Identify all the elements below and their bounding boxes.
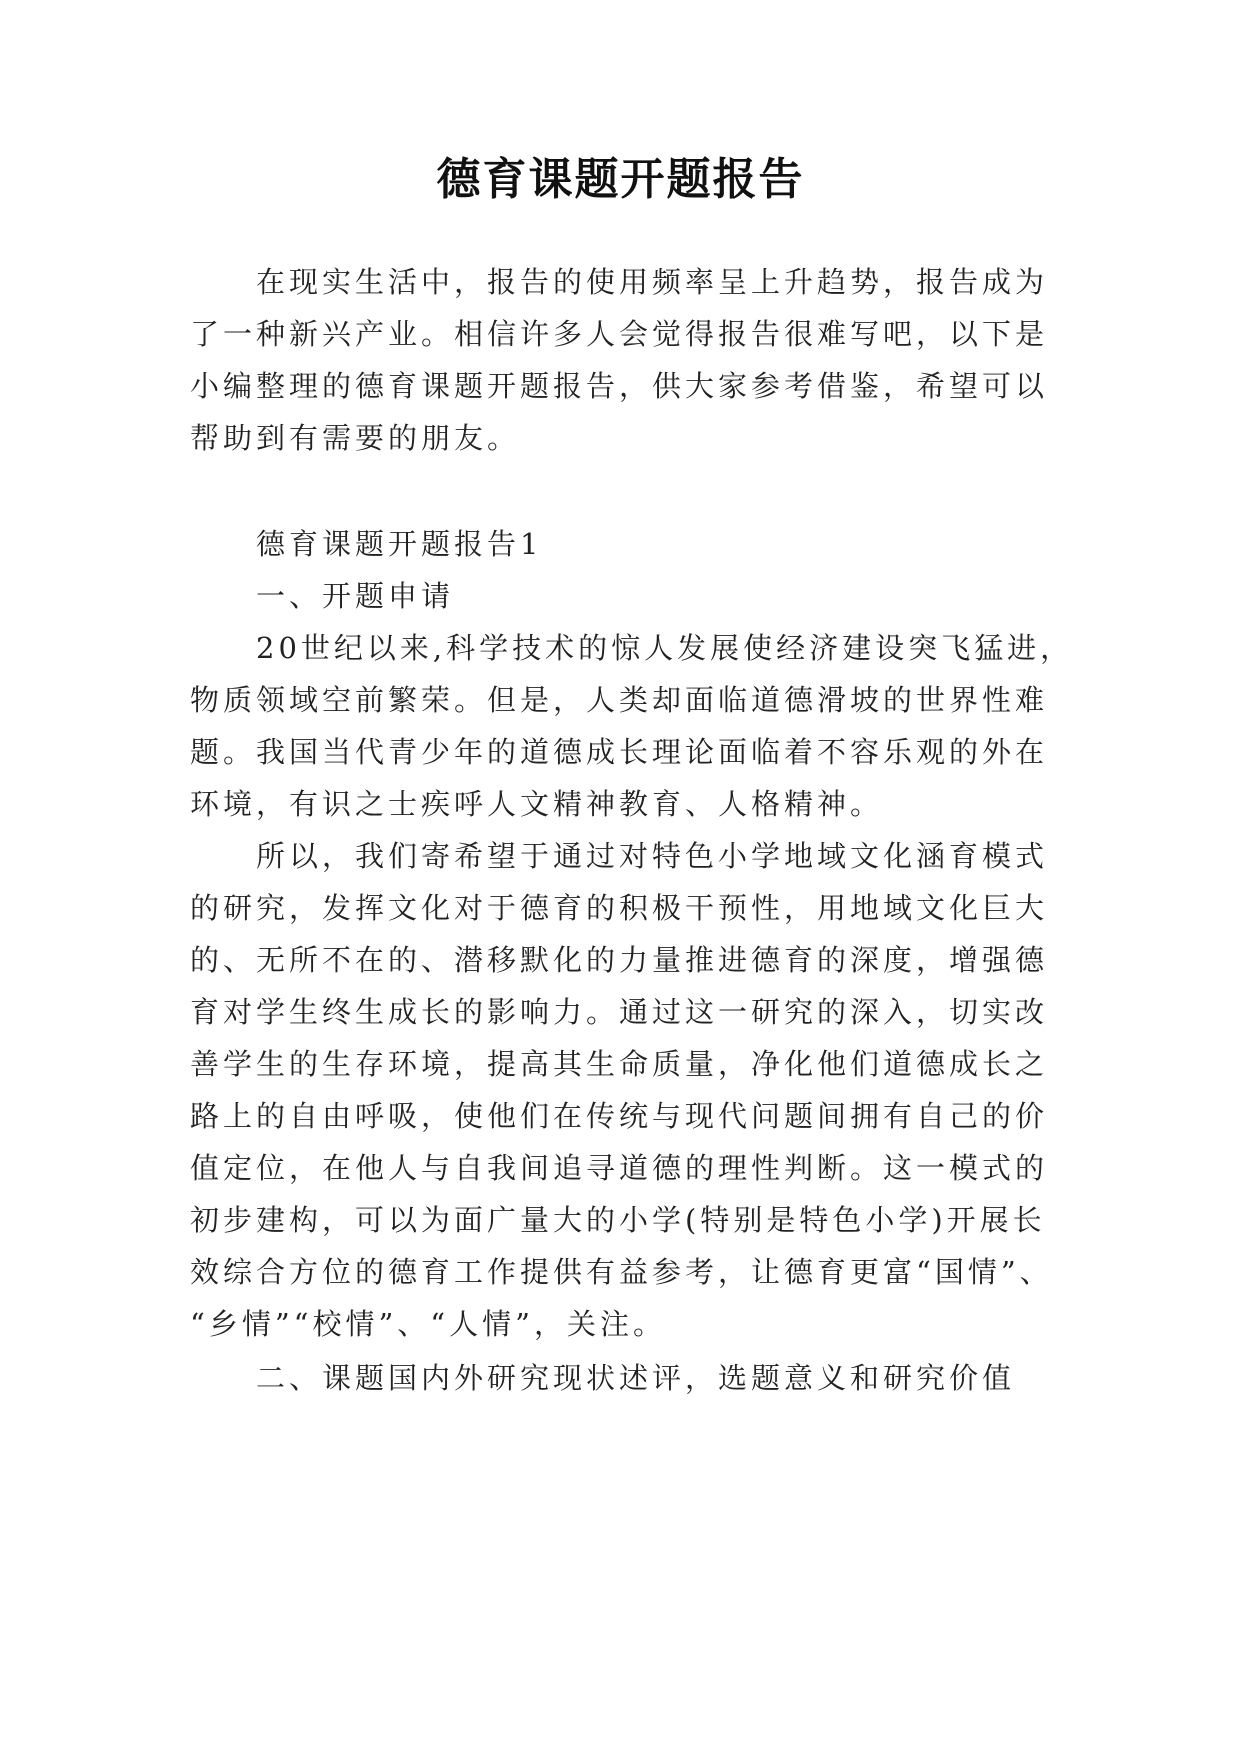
text-line: 路上的自由呼吸，使他们在传统与现代问题间拥有自己的价: [190, 1099, 1049, 1133]
text-line: 所以，我们寄希望于通过对特色小学地域文化涵育模式: [256, 839, 1049, 873]
text-line: “乡情”“校情”、“人情”，关注。: [190, 1307, 666, 1341]
text-line: 效综合方位的德育工作提供有益参考，让德育更富“国情”、: [190, 1255, 1053, 1289]
text-line: 物质领域空前繁荣。但是，人类却面临道德滑坡的世界性难: [190, 683, 1049, 717]
section-heading: 德育课题开题报告1: [256, 527, 543, 561]
text-line: 初步建构，可以为面广量大的小学(特别是特色小学)开展长: [190, 1203, 1046, 1237]
text-line: 20世纪以来,科学技术的惊人发展使经济建设突飞猛进，: [256, 631, 1074, 665]
text-line: 小编整理的德育课题开题报告，供大家参考借鉴，希望可以: [190, 369, 1049, 403]
part-heading: 二、课题国内外研究现状述评，选题意义和研究价值: [256, 1361, 1016, 1395]
document-title: 德育课题开题报告: [436, 154, 805, 205]
text-line: 环境，有识之士疾呼人文精神教育、人格精神。: [190, 787, 884, 821]
text-line: 在现实生活中，报告的使用频率呈上升趋势，报告成为: [256, 265, 1049, 299]
text-line: 育对学生终生成长的影响力。通过这一研究的深入，切实改: [190, 995, 1049, 1029]
part-heading: 一、开题申请: [256, 579, 455, 613]
text-line: 善学生的生存环境，提高其生命质量，净化他们道德成长之: [190, 1047, 1049, 1081]
text-line: 值定位，在他人与自我间追寻道德的理性判断。这一模式的: [190, 1151, 1049, 1185]
text-line: 的研究，发挥文化对于德育的积极干预性，用地域文化巨大: [190, 891, 1049, 925]
text-line: 的、无所不在的、潜移默化的力量推进德育的深度，增强德: [190, 943, 1049, 977]
text-line: 题。我国当代青少年的道德成长理论面临着不容乐观的外在: [190, 735, 1049, 769]
text-line: 了一种新兴产业。相信许多人会觉得报告很难写吧，以下是: [190, 317, 1049, 351]
text-line: 帮助到有需要的朋友。: [190, 421, 521, 455]
